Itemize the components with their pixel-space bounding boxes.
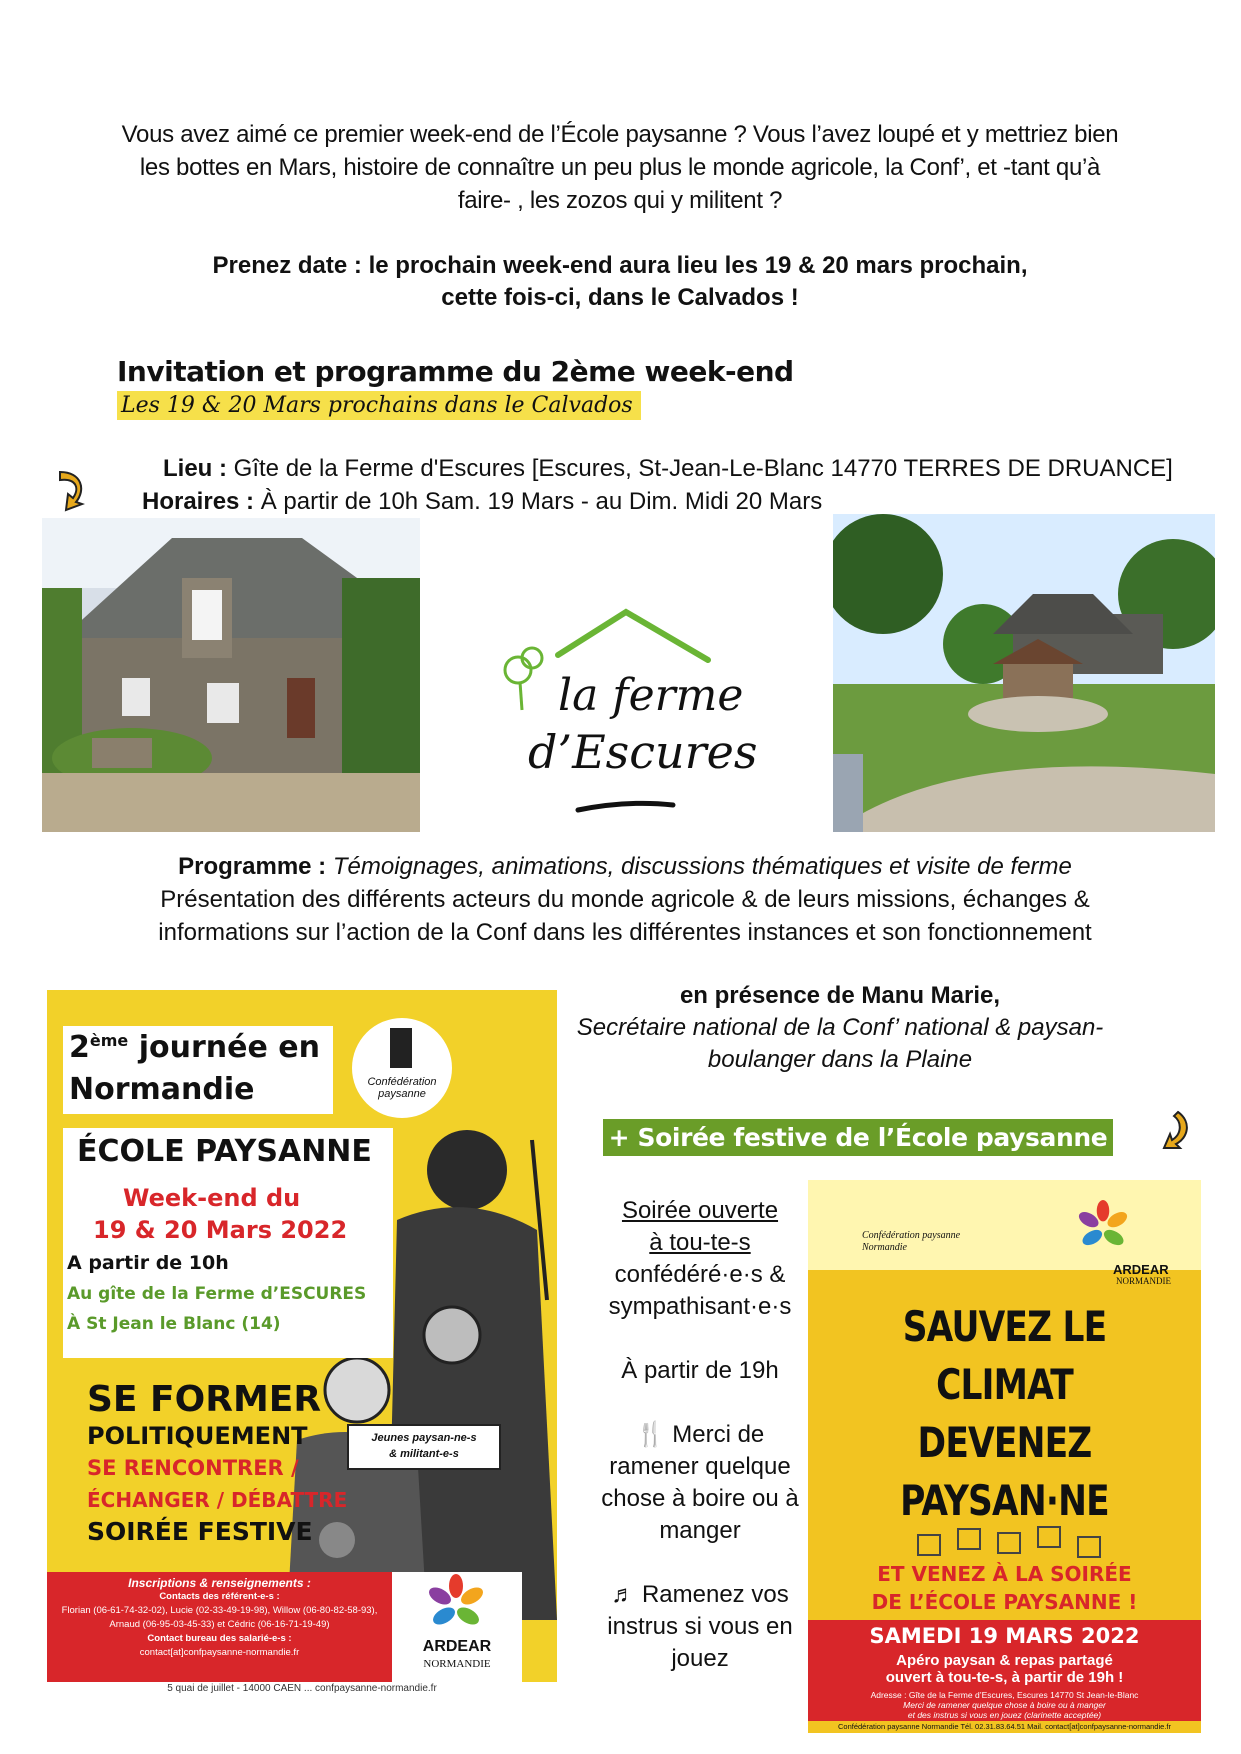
event-line: ouvert à tou-te-s, à partir de 19h !	[885, 1669, 1124, 1686]
guest-role: Secrétaire national de la Conf’ national & paysan-	[576, 1014, 1104, 1041]
guest-section	[570, 980, 1110, 1076]
day-sup: ème	[89, 1031, 129, 1050]
programme-line	[100, 850, 1150, 883]
weekend-dates: 19 & 20 Mars 2022	[93, 1216, 348, 1244]
event-address: Adresse : Gîte de la Ferme d’Escures, Escures 14770 St Jean-le-Blanc	[870, 1690, 1139, 1700]
start-time: A partir de 10h	[67, 1252, 229, 1274]
day-number: 2	[69, 1030, 90, 1065]
headline	[843, 1298, 1165, 1530]
soiree-music: ♬ Ramenez vos	[611, 1581, 789, 1608]
headline-line: PAYSAN·NE	[900, 1476, 1109, 1525]
contacts-line: contact[at]confpaysanne-normandie.fr	[139, 1647, 300, 1658]
slogan: SE RENCONTRER /	[87, 1456, 299, 1480]
courtyard-photo	[833, 514, 1215, 832]
soiree-banner: + Soirée festive de l’École paysanne	[603, 1119, 1113, 1156]
intro-line: les bottes en Mars, histoire de connaître un peu plus le monde agricole, la Conf’, et -tant qu’à	[139, 154, 1101, 181]
schedule-label: Horaires :	[142, 488, 255, 515]
ardear-logo	[392, 1572, 522, 1682]
curved-arrow-icon	[1152, 1108, 1192, 1152]
soiree-music: instrus si vous en	[607, 1613, 793, 1640]
weekend-text: Week-end du	[123, 1184, 301, 1212]
ferme-escures-logo	[498, 600, 758, 820]
slogans	[87, 1380, 347, 1548]
soiree-time: À partir de 19h	[621, 1357, 779, 1384]
event-box	[808, 1620, 1201, 1733]
intro-line: Vous avez aimé ce premier week-end de l’École paysanne ? Vous l’avez loupé et y mettriez bien	[121, 121, 1119, 148]
invite-line: ET VENEZ À LA SOIRÉE	[877, 1562, 1132, 1586]
soiree-bring: 🍴 Merci de	[635, 1421, 765, 1448]
location-value: Gîte de la Ferme d'Escures [Escures, St-Jean-Le-Blanc 14770 TERRES DE DRUANCE]	[233, 455, 1173, 482]
soiree-bring: ramener quelque	[609, 1453, 791, 1480]
programme-label: Programme :	[178, 853, 327, 880]
soiree-bring: chose à boire ou à	[601, 1485, 799, 1512]
contacts-title: Inscriptions & renseignements :	[128, 1576, 311, 1590]
intro-line: faire- , les zozos qui y militent ?	[457, 187, 783, 214]
region-text: Normandie	[69, 1072, 255, 1107]
soiree-who: confédéré·e·s &	[614, 1261, 786, 1288]
contacts-line: Florian (06-61-74-32-02), Lucie (02-33-49-19-98), Willow (06-80-82-58-93),	[61, 1605, 378, 1616]
event-note: Merci de ramener quelque chose à boire ou à manger	[903, 1700, 1106, 1710]
slogan: SOIRÉE FESTIVE	[87, 1517, 313, 1546]
slogan: POLITIQUEMENT	[87, 1422, 308, 1450]
conf-logo	[352, 1018, 452, 1118]
place-line: Au gîte de la Ferme d’ESCURES	[67, 1284, 367, 1304]
date-line: cette fois-ci, dans le Calvados !	[441, 284, 799, 311]
programme-line: Présentation des différents acteurs du monde agricole & de leurs missions, échanges &	[160, 886, 1090, 913]
slogan: ÉCHANGER / DÉBATTRE	[87, 1488, 348, 1512]
poster-footer: Confédération paysanne Normandie Tél. 02.31.83.64.51 Mail. contact[at]confpaysanne-normandie.fr	[808, 1721, 1201, 1733]
headline-line: CLIMAT	[936, 1360, 1073, 1409]
programme-line: informations sur l’action de la Conf dans les différentes instances et son fonctionnement	[158, 919, 1092, 946]
guest-role: boulanger dans la Plaine	[707, 1046, 973, 1073]
protest-sign	[347, 1424, 501, 1470]
invite-text	[808, 1560, 1201, 1616]
conf-logo-text: Confédération paysanne Normandie	[862, 1230, 961, 1253]
date-line: Prenez date : le prochain week-end aura lieu les 19 & 20 mars prochain,	[212, 252, 1028, 279]
ardear-text: ARDEAR	[422, 1638, 492, 1655]
contacts-line: Contacts des référent-e-s :	[159, 1591, 280, 1602]
intro-paragraph	[90, 118, 1150, 217]
contacts-line: Arnaud (06-95-03-45-33) et Cédric (06-16-71-19-49)	[109, 1619, 330, 1630]
date-announcement	[90, 250, 1150, 314]
soiree-bring: manger	[659, 1517, 741, 1544]
event-note: et des instrus si vous en jouez (clarinette acceptée)	[907, 1710, 1102, 1720]
location-label: Lieu :	[163, 455, 227, 482]
soiree-poster	[808, 1180, 1201, 1733]
flower-icon	[1078, 1200, 1128, 1250]
soiree-music: jouez	[671, 1645, 729, 1672]
curved-arrow-icon	[52, 468, 92, 512]
soiree-details	[600, 1195, 800, 1675]
programme-value: Témoignages, animations, discussions thématiques et visite de ferme	[332, 853, 1072, 880]
logo-line1: la ferme	[558, 670, 744, 721]
sign-text: Jeunes paysan-ne-s	[371, 1432, 477, 1444]
soiree-open: Soirée ouverte	[621, 1197, 779, 1224]
ardear-sub: NORMANDIE	[423, 1658, 491, 1670]
farmhouse-photo	[42, 518, 420, 832]
location-line	[163, 455, 1173, 483]
poster-footer: 5 quai de juillet - 14000 CAEN ... confpaysanne-normandie.fr	[47, 1682, 557, 1695]
contacts-line: Contact bureau des salarié-e-s :	[147, 1633, 292, 1644]
schedule-value: À partir de 10h Sam. 19 Mars - au Dim. Midi 20 Mars	[260, 488, 823, 515]
soiree-open: à tou-te-s	[649, 1229, 751, 1256]
schedule-line	[142, 488, 822, 516]
conf-logo-text: Confédération paysanne	[367, 1076, 437, 1100]
sign-text: & militant-e-s	[389, 1448, 459, 1460]
ecole-paysanne-poster	[47, 990, 557, 1695]
school-box	[63, 1128, 393, 1358]
day-box	[63, 1026, 333, 1114]
event-date: SAMEDI 19 MARS 2022	[869, 1624, 1140, 1648]
programme-section	[100, 850, 1150, 949]
flower-icon	[428, 1574, 484, 1630]
ardear-sub: NORMANDIE	[1116, 1276, 1171, 1286]
invite-line: DE L’ÉCOLE PAYSANNE !	[871, 1590, 1138, 1614]
event-line: Apéro paysan & repas partagé	[896, 1652, 1113, 1669]
headline-line: SAUVEZ LE	[902, 1302, 1107, 1351]
page-title: Invitation et programme du 2ème week-end	[117, 355, 794, 388]
headline-line: DEVENEZ	[917, 1418, 1092, 1467]
page-subtitle: Les 19 & 20 Mars prochains dans le Calvados	[117, 391, 641, 420]
soiree-who: sympathisant·e·s	[608, 1293, 792, 1320]
guest-name: en présence de Manu Marie,	[679, 982, 1001, 1009]
logo-line2: d’Escures	[528, 725, 758, 779]
contacts-box	[47, 1572, 392, 1695]
ardear-text: ARDEAR	[1113, 1262, 1169, 1277]
school-title: ÉCOLE PAYSANNE	[77, 1134, 372, 1169]
place-line: À St Jean le Blanc (14)	[67, 1314, 281, 1334]
slogan: SE FORMER	[87, 1379, 322, 1420]
day-text: journée en	[138, 1030, 320, 1065]
